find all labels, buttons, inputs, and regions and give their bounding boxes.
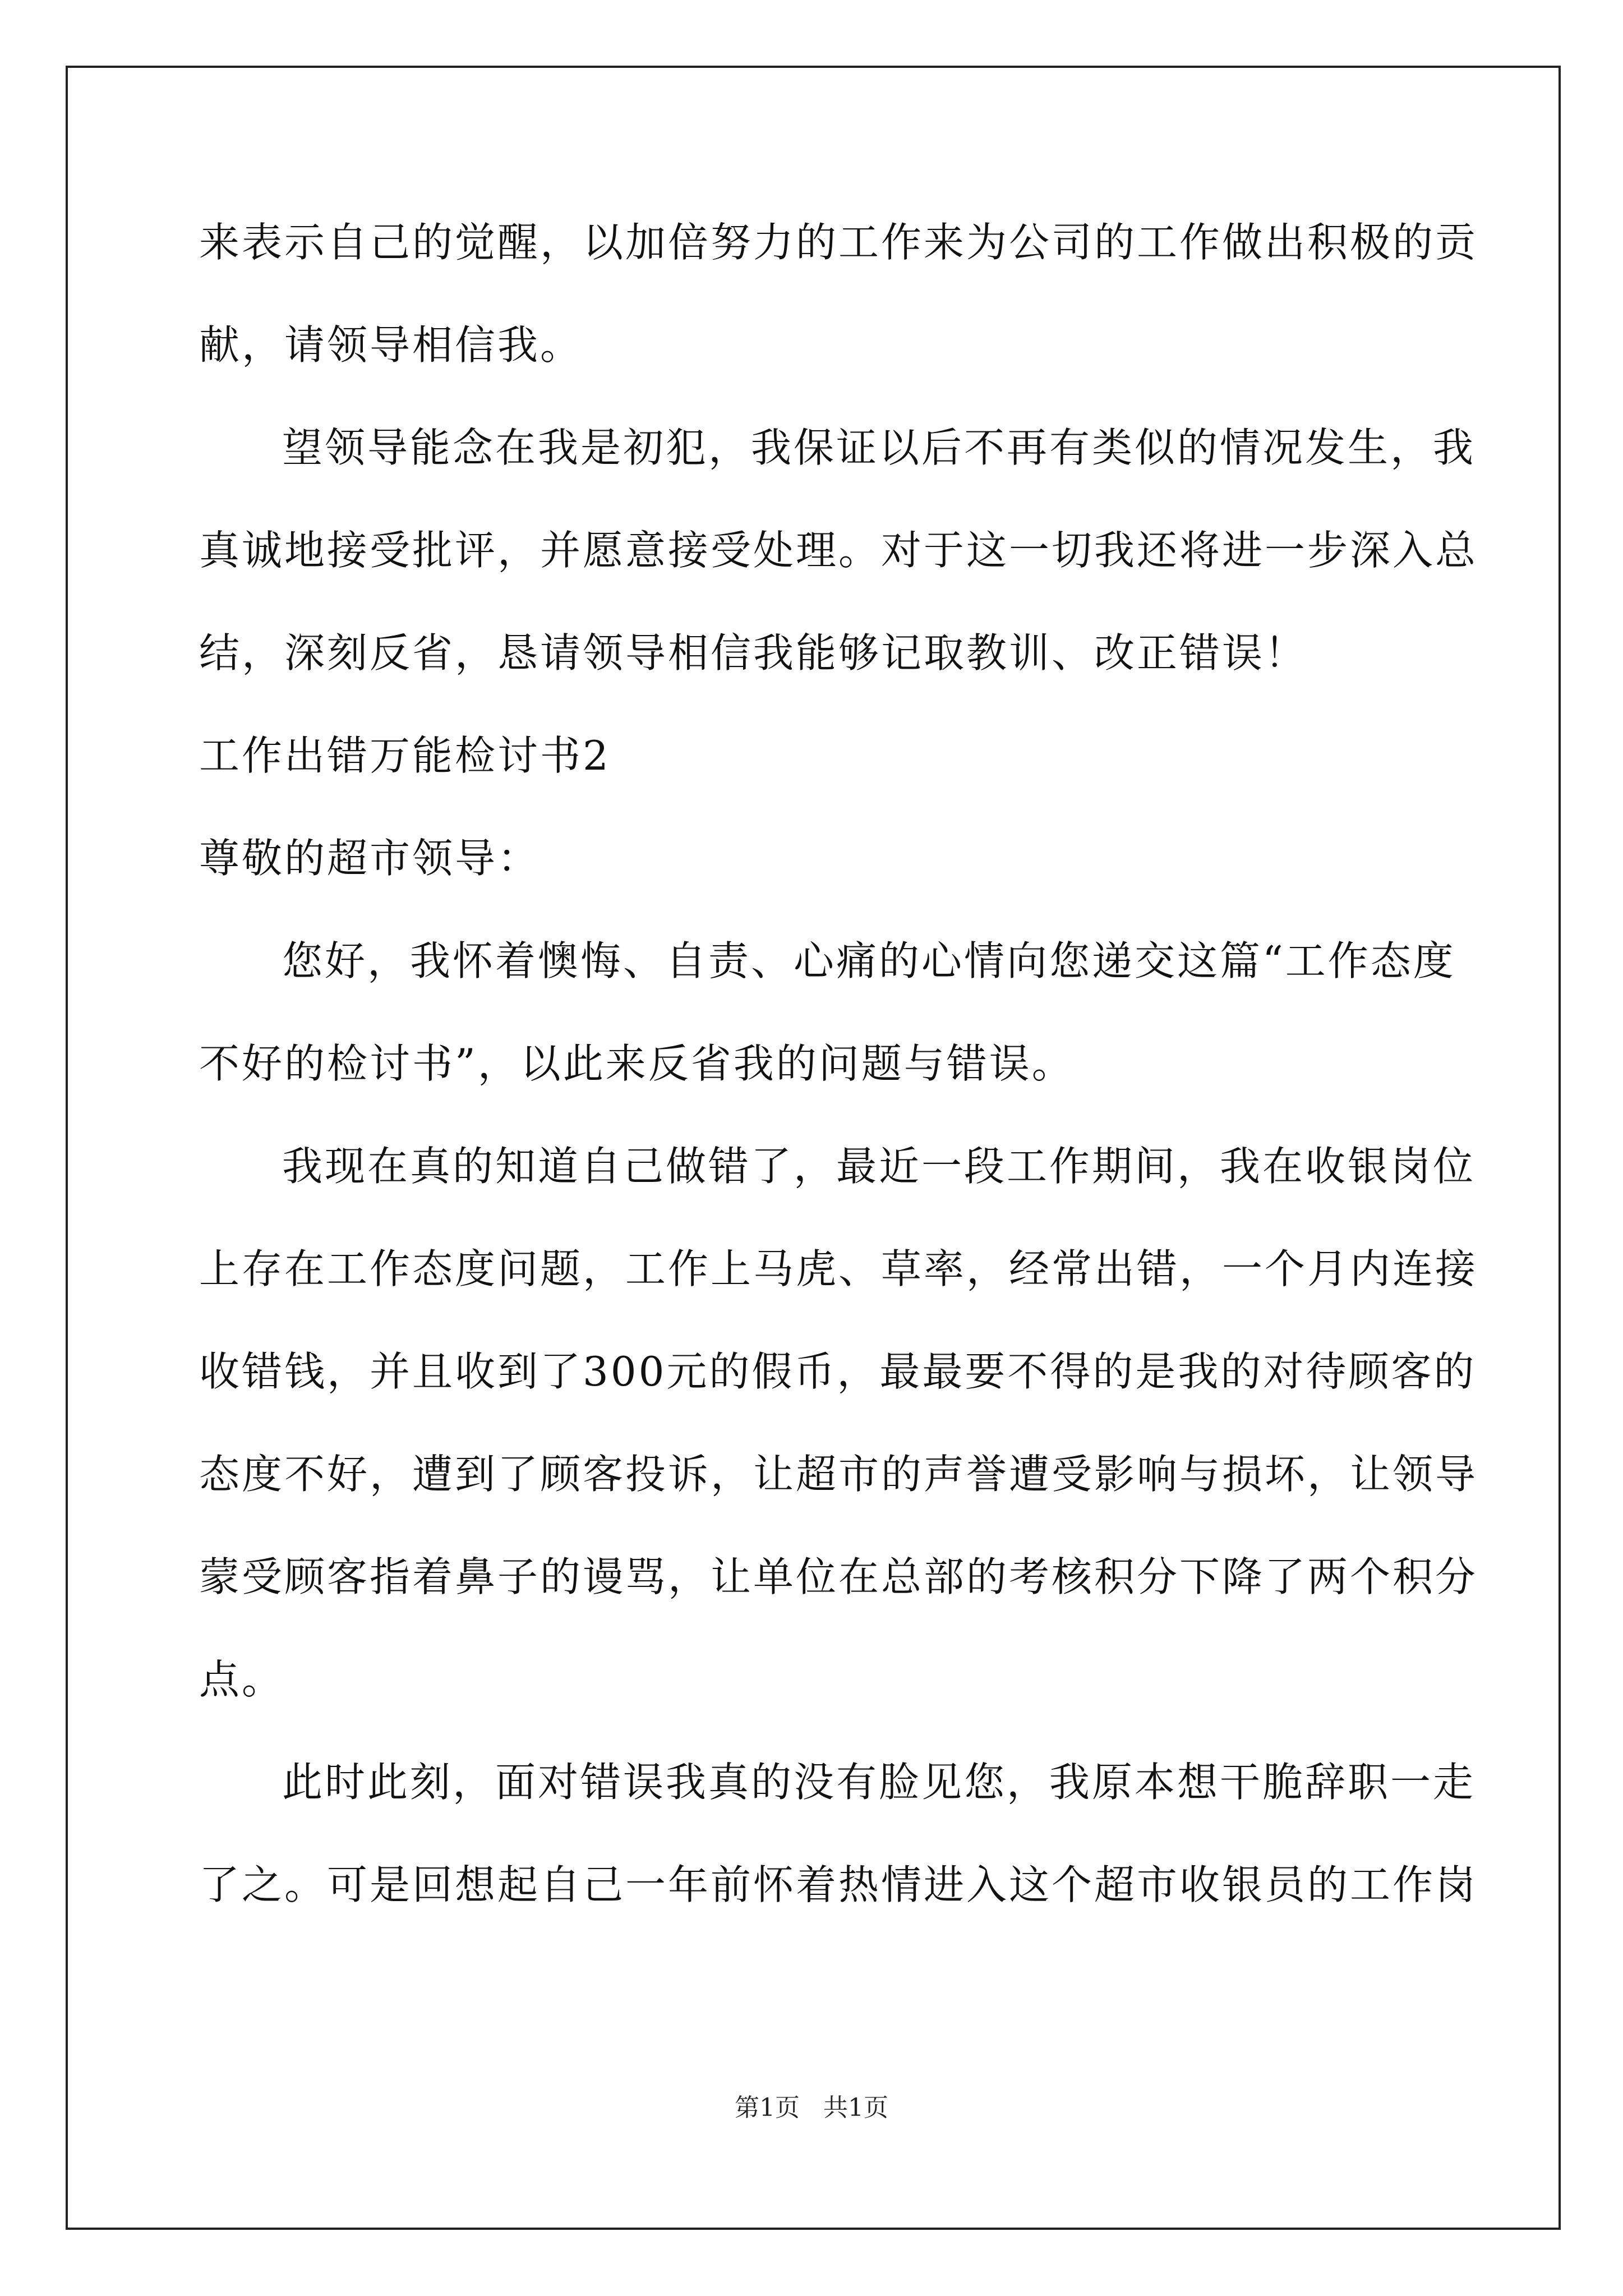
document-body (199, 209, 1478, 1954)
text-line-16: 此时此刻，面对错误我真的没有脸见您，我原本想干脆辞职一走 (282, 1759, 1476, 1806)
text-line-5: 结，深刻反省，恳请领导相信我能够记取教训、改正错误！ (199, 629, 1308, 677)
section-heading: 工作出错万能检讨书2 (199, 732, 611, 779)
text-line-13: 态度不好，遭到了顾客投诉，让超市的声誉遭受影响与损坏，让领导 (199, 1451, 1478, 1498)
text-line-11: 上存在工作态度问题，工作上马虎、草率，经常出错，一个月内连接 (199, 1245, 1478, 1292)
text-line-12: 收错钱，并且收到了300元的假币，最最要不得的是我的对待顾客的 (199, 1348, 1477, 1395)
page-number: 第1页 (735, 2093, 800, 2122)
text-line-1: 来表示自己的觉醒，以加倍努力的工作来为公司的工作做出积极的贡 (199, 219, 1478, 266)
text-line-9: 不好的检讨书”，以此来反省我的问题与错误。 (199, 1040, 1075, 1087)
text-line-3: 望领导能念在我是初犯，我保证以后不再有类似的情况发生，我 (282, 424, 1476, 471)
text-line-4: 真诚地接受批评，并愿意接受处理。对于这一切我还将进一步深入总 (199, 527, 1478, 574)
text-line-8: 您好，我怀着懊悔、自责、心痛的心情向您递交这篇“工作态度 (282, 937, 1456, 984)
text-line-2: 献，请领导相信我。 (199, 321, 583, 369)
page-footer (0, 2091, 1623, 2125)
text-line-10: 我现在真的知道自己做错了，最近一段工作期间，我在收银岗位 (282, 1143, 1476, 1190)
text-line-17: 了之。可是回想起自己一年前怀着热情进入这个超市收银员的工作岗 (199, 1861, 1478, 1908)
page-total: 共1页 (823, 2093, 888, 2122)
salutation: 尊敬的超市领导： (199, 835, 541, 882)
text-line-15: 点。 (199, 1656, 285, 1703)
text-line-14: 蒙受顾客指着鼻子的谩骂，让单位在总部的考核积分下降了两个积分 (199, 1553, 1478, 1600)
